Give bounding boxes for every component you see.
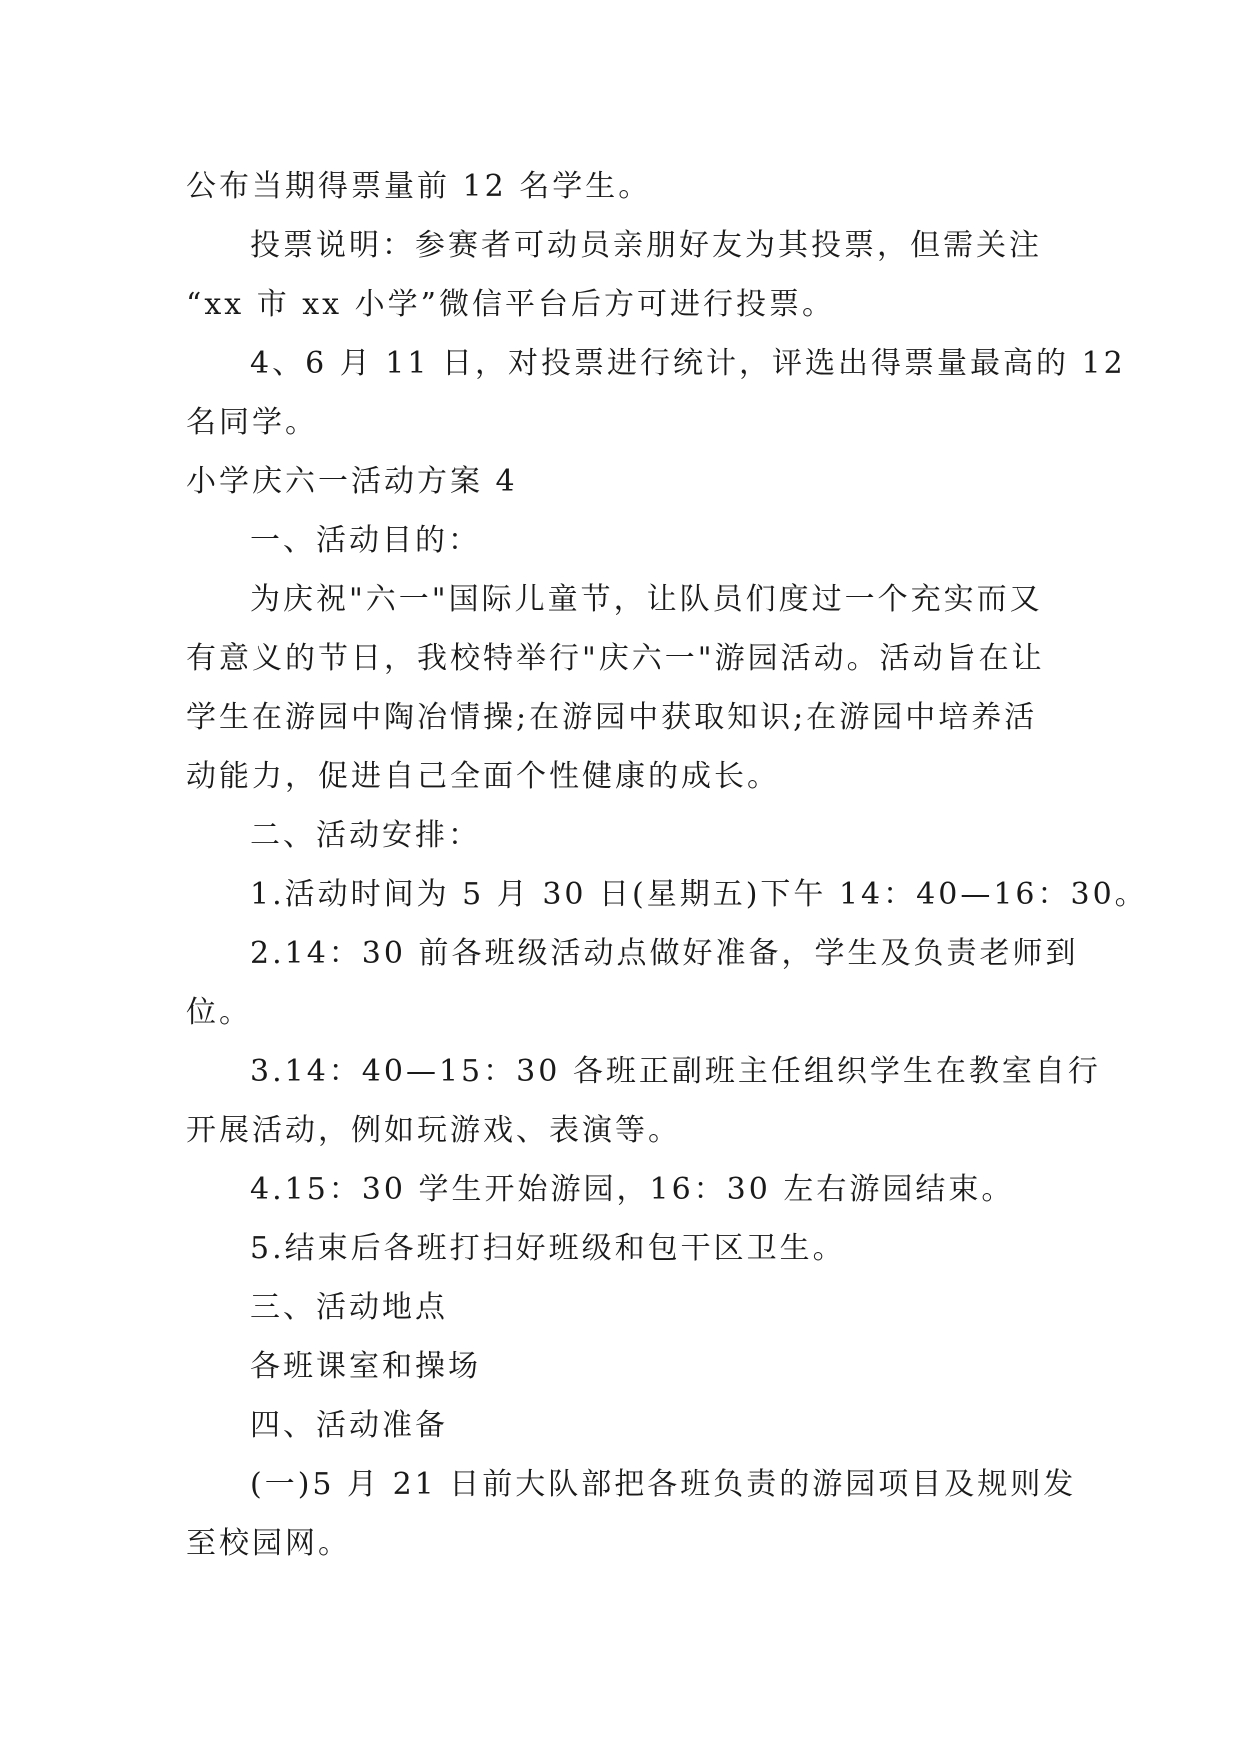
text-line: 名同学。 [186, 405, 318, 440]
text-line: 1.活动时间为 5 月 30 日(星期五)下午 14：40—16：30。 [250, 877, 1148, 912]
text-line: 3.14：40—15：30 各班正副班主任组织学生在教室自行 [250, 1054, 1101, 1089]
text-line: 位。 [186, 995, 252, 1030]
paragraph-vote-count [186, 334, 1126, 452]
text-line: 4、6 月 11 日，对投票进行统计，评选出得票量最高的 12 [250, 346, 1126, 381]
section-title [186, 452, 1056, 511]
heading-preparation [186, 1396, 1056, 1455]
text-line: 二、活动安排： [250, 818, 481, 853]
text-line: 动能力，促进自己全面个性健康的成长。 [186, 759, 780, 794]
text-line: 各班课室和操场 [250, 1349, 481, 1384]
heading-purpose [186, 511, 1056, 570]
text-line: 学生在游园中陶冶情操;在游园中获取知识;在游园中培养活 [186, 700, 1038, 735]
arrangement-item-3 [186, 1042, 1101, 1160]
text-line: 开展活动，例如玩游戏、表演等。 [186, 1113, 681, 1148]
section-title-text: 小学庆六一活动方案 4 [186, 464, 518, 499]
preparation-item-1 [186, 1455, 1077, 1573]
text-line: 至校园网。 [186, 1526, 351, 1561]
text-line: (一)5 月 21 日前大队部把各班负责的游园项目及规则发 [250, 1467, 1077, 1502]
text-line: 4.15：30 学生开始游园，16：30 左右游园结束。 [250, 1172, 1015, 1207]
paragraph-vote-instructions [186, 216, 1056, 334]
heading-location [186, 1278, 1056, 1337]
paragraph-purpose [186, 570, 1056, 806]
text-line: 一、活动目的： [250, 523, 481, 558]
document-body [186, 157, 1148, 1573]
text-line: 公布当期得票量前 12 名学生。 [186, 169, 652, 204]
text-line: 投票说明：参赛者可动员亲朋好友为其投票，但需关注 [250, 228, 1042, 263]
arrangement-item-5 [186, 1219, 1056, 1278]
text-line: 5.结束后各班打扫好班级和包干区卫生。 [250, 1231, 846, 1266]
text-line: “xx 市 xx 小学”微信平台后方可进行投票。 [186, 287, 835, 322]
text-line: 四、活动准备 [250, 1408, 448, 1443]
arrangement-item-4 [186, 1160, 1056, 1219]
text-line: 有意义的节日，我校特举行"庆六一"游园活动。活动旨在让 [186, 641, 1045, 676]
paragraph-vote-result [186, 157, 1056, 216]
heading-arrangement [186, 806, 1056, 865]
arrangement-item-1 [186, 865, 1148, 924]
arrangement-item-2 [186, 924, 1079, 1042]
text-line: 三、活动地点 [250, 1290, 448, 1325]
text-line: 2.14：30 前各班级活动点做好准备，学生及负责老师到 [250, 936, 1079, 971]
text-line: 为庆祝"六一"国际儿童节，让队员们度过一个充实而又 [250, 582, 1043, 617]
paragraph-location [186, 1337, 1056, 1396]
